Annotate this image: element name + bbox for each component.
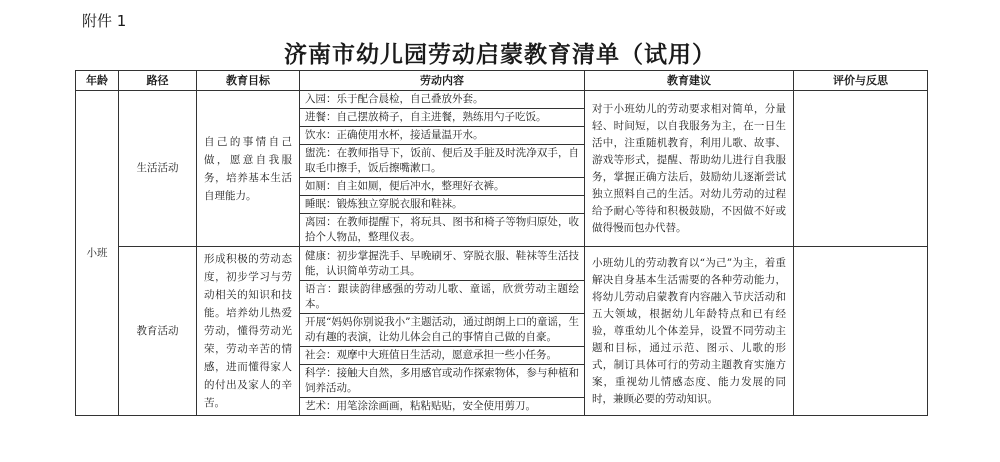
content-item: 健康：初步掌握洗手、早晚刷牙、穿脱衣服、鞋袜等生活技能，认识简单劳动工具。 xyxy=(300,248,584,281)
table-header-row xyxy=(76,71,928,91)
evaluation-cell-education xyxy=(794,247,928,416)
content-item: 进餐：自己摆放椅子，自主进餐，熟练用勺子吃饭。 xyxy=(300,109,584,127)
header-suggestion: 教育建议 xyxy=(585,71,794,91)
evaluation-cell-life xyxy=(794,91,928,247)
goal-cell-life: 自己的事情自己做，愿意自我服务，培养基本生活自理能力。 xyxy=(197,91,300,247)
header-path: 路径 xyxy=(119,71,197,91)
content-item: 盥洗：在教师指导下，饭前、便后及手脏及时洗净双手，自取毛巾擦手，饭后擦嘴漱口。 xyxy=(300,145,584,178)
path-cell-life: 生活活动 xyxy=(119,91,197,247)
header-goal: 教育目标 xyxy=(197,71,300,91)
education-checklist-table xyxy=(75,70,928,416)
content-item: 科学：接触大自然，多用感官或动作探索物体，参与种植和饲养活动。 xyxy=(300,364,584,397)
attachment-label: 附件 1 xyxy=(82,12,127,30)
table-row-education-activity xyxy=(76,247,928,416)
suggestion-cell-life: 对于小班幼儿的劳动要求相对简单，分量轻、时间短，以自我服务为主，在一日生活中，注重随机教育，利用儿歌、故事、游戏等形式，提醒、帮助幼儿进行自我服务，掌握正确方法后，鼓励幼儿逐渐尝试独立照料自己的生活。对幼儿劳动的过程给予耐心等待和积极鼓励，不因做不好或做得慢而包办代替。 xyxy=(585,91,794,247)
content-cell-education xyxy=(300,247,585,416)
goal-cell-education: 形成积极的劳动态度，初步学习与劳动相关的知识和技能。培养幼儿热爱劳动，懂得劳动光荣，劳动辛苦的情感，进而懂得家人的付出及家人的辛苦。 xyxy=(197,247,300,416)
table-row-life-activity xyxy=(76,91,928,247)
content-item: 艺术：用笔涂涂画画，粘粘贴贴，安全使用剪刀。 xyxy=(305,399,536,412)
header-evaluation: 评价与反思 xyxy=(794,71,928,91)
content-item: 语言：跟读韵律感强的劳动儿歌、童谣，欣赏劳动主题绘本。 xyxy=(300,280,584,313)
age-cell: 小班 xyxy=(76,91,119,416)
header-age: 年龄 xyxy=(76,71,119,91)
content-item: 开展“妈妈你别说我小”主题活动，通过朗朗上口的童谣，生动有趣的表演，让幼儿体会自己的事情自己做的自豪。 xyxy=(300,313,584,346)
content-list-education xyxy=(300,248,584,415)
document-title: 济南市幼儿园劳动启蒙教育清单（试用） xyxy=(284,41,716,68)
path-cell-education: 教育活动 xyxy=(119,247,197,416)
content-item: 社会：观摩中大班值日生活动，愿意承担一些小任务。 xyxy=(300,346,584,364)
content-item: 离园：在教师提醒下，将玩具、图书和椅子等物归原处，收拾个人物品，整理仪表。 xyxy=(305,216,579,243)
content-list-life xyxy=(300,91,584,246)
content-item: 入园：乐于配合晨检，自己叠放外套。 xyxy=(300,91,584,109)
content-item: 如厕：自主如厕，便后冲水，整理好衣裤。 xyxy=(300,178,584,196)
content-cell-life xyxy=(300,91,585,247)
content-item: 饮水：正确使用水杯，接适量温开水。 xyxy=(300,127,584,145)
content-item: 睡眠：锻炼独立穿脱衣服和鞋袜。 xyxy=(300,196,584,214)
suggestion-cell-education: 小班幼儿的劳动教育以“为己”为主，着重解决自身基本生活需要的各种劳动能力，将幼儿劳动启蒙教育内容融入节庆活动和五大领域，根据幼儿年龄特点和已有经验，尊重幼儿个体差异，设置不同劳动主题和目标，通过示范、图示、儿歌的形式，制订具体可行的劳动主题教育实施方案，重视幼儿情感态度、能力发展的同时，兼顾必要的劳动知识。 xyxy=(585,247,794,416)
header-content: 劳动内容 xyxy=(300,71,585,91)
